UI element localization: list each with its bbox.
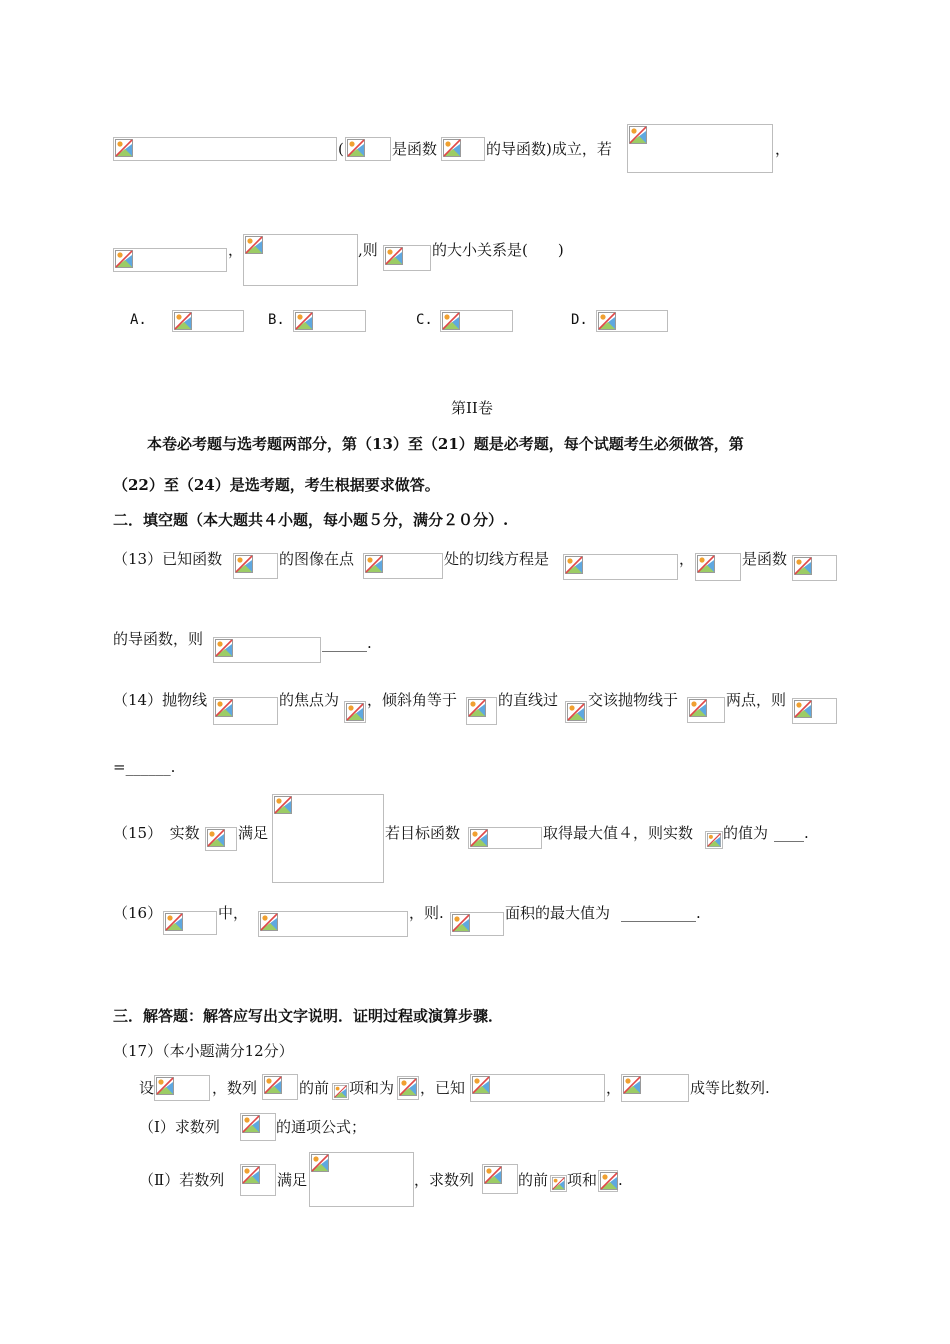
formula-image [262, 1074, 298, 1100]
text: 满足 [238, 824, 269, 842]
text: 的值为 [723, 824, 769, 842]
broken-image-icon [365, 555, 383, 573]
formula-image [233, 553, 278, 579]
text: （Ⅰ）求数列 [139, 1118, 220, 1136]
formula-image [470, 1074, 605, 1102]
formula-image [332, 1083, 349, 1100]
broken-image-icon [115, 139, 133, 157]
formula-image [687, 697, 725, 723]
formula-image [565, 701, 587, 723]
broken-image-icon [794, 700, 812, 718]
text: ______. [322, 634, 372, 652]
formula-image [113, 248, 227, 272]
broken-image-icon [707, 833, 721, 847]
text: ， [606, 1079, 622, 1097]
text: 交该抛物线于 [588, 691, 679, 709]
text: 若目标函数 [385, 824, 461, 842]
broken-image-icon [385, 247, 403, 265]
broken-image-icon [442, 312, 460, 330]
text: 的导函数)成立，若 [486, 140, 612, 158]
formula-image [258, 911, 408, 937]
broken-image-icon [552, 1177, 565, 1190]
broken-image-icon [399, 1078, 417, 1096]
formula-image [154, 1075, 210, 1101]
broken-image-icon [274, 796, 292, 814]
broken-image-icon [242, 1166, 260, 1184]
text: 设 [139, 1079, 155, 1097]
broken-image-icon [565, 556, 583, 574]
broken-image-icon [452, 914, 470, 932]
formula-image [466, 697, 497, 725]
text: 的通项公式； [276, 1118, 367, 1136]
broken-image-icon [215, 639, 233, 657]
text: 是函数 [742, 550, 788, 568]
formula-image [344, 701, 366, 723]
formula-image [705, 831, 723, 849]
option-b-image [293, 310, 366, 332]
formula-image [113, 137, 337, 161]
text: ( [338, 140, 344, 158]
text: （16） [113, 904, 163, 922]
text: ，已知 [420, 1079, 466, 1097]
formula-image [383, 245, 431, 271]
broken-image-icon [468, 699, 486, 717]
broken-image-icon [689, 699, 707, 717]
broken-image-icon [794, 557, 812, 575]
text: 的图像在点 [279, 550, 355, 568]
text: 是函数 [392, 140, 438, 158]
part-intro-line1: 本卷必考题与选考题两部分，第（13）至（21）题是必考题，每个试题考生必须做答，第 [147, 435, 744, 453]
broken-image-icon [295, 312, 313, 330]
text: 项和 [567, 1171, 598, 1189]
broken-image-icon [470, 829, 488, 847]
broken-image-icon [245, 236, 263, 254]
option-b-label: B. [268, 312, 285, 328]
text: 的前 [299, 1079, 330, 1097]
broken-image-icon [264, 1076, 282, 1094]
text: ，则. [409, 904, 444, 922]
text: 的导函数，则 [113, 630, 204, 648]
broken-image-icon [629, 126, 647, 144]
formula-image [240, 1113, 276, 1141]
broken-image-icon [207, 829, 225, 847]
broken-image-icon [346, 703, 364, 721]
formula-image [450, 912, 504, 936]
text: 的前 [518, 1171, 549, 1189]
text: 的直线过 [498, 691, 559, 709]
text: 取得最大值４，则实数 [543, 824, 694, 842]
text: =______. [113, 758, 176, 776]
section-heading: 二．填空题（本大题共４小题，每小题５分，满分２０分）. [113, 511, 509, 529]
formula-image [345, 137, 391, 161]
formula-image [468, 827, 542, 849]
broken-image-icon [334, 1085, 347, 1098]
text: （14）抛物线 [113, 691, 208, 709]
text: （15） 实数 [113, 824, 200, 842]
formula-image [213, 637, 321, 663]
text: （Ⅱ）若数列 [139, 1171, 225, 1189]
formula-image [792, 555, 837, 581]
option-c-label: C. [416, 312, 433, 328]
broken-image-icon [697, 555, 715, 573]
formula-image [598, 1170, 618, 1192]
text: 面积的最大值为 [505, 904, 611, 922]
text: ， [228, 241, 244, 259]
broken-image-icon [165, 913, 183, 931]
broken-image-icon [242, 1115, 260, 1133]
broken-image-icon [215, 699, 233, 717]
broken-image-icon [311, 1154, 329, 1172]
formula-image [482, 1164, 518, 1194]
formula-image [397, 1076, 419, 1100]
formula-image [792, 698, 837, 724]
broken-image-icon [472, 1076, 490, 1094]
text: 满足 [277, 1171, 308, 1189]
option-c-image [440, 310, 513, 332]
formula-image [695, 553, 741, 581]
broken-image-icon [567, 703, 585, 721]
option-d-label: D. [571, 312, 588, 328]
option-a-label: A. [130, 312, 147, 328]
text: ____. [774, 824, 809, 842]
text: ,则 [358, 241, 378, 259]
broken-image-icon [347, 139, 365, 157]
formula-image [272, 794, 384, 883]
broken-image-icon [235, 555, 253, 573]
formula-image [550, 1175, 567, 1192]
formula-image [441, 137, 485, 161]
option-a-image [172, 310, 244, 332]
broken-image-icon [598, 312, 616, 330]
broken-image-icon [156, 1077, 174, 1095]
formula-image [205, 827, 237, 851]
formula-image [213, 697, 278, 725]
text: ， [679, 550, 695, 568]
formula-image [621, 1074, 689, 1102]
text: 项和为 [349, 1079, 395, 1097]
text: 两点，则 [726, 691, 787, 709]
text: ，数列 [212, 1079, 258, 1097]
text: （13）已知函数 [113, 550, 223, 568]
formula-image [243, 234, 358, 286]
formula-image [309, 1152, 414, 1207]
text: 的大小关系是( ) [432, 241, 564, 259]
formula-image [563, 554, 678, 580]
broken-image-icon [600, 1172, 618, 1190]
text: ， [775, 140, 791, 158]
text: ，倾斜角等于 [367, 691, 458, 709]
option-d-image [596, 310, 668, 332]
text: 中， [218, 904, 249, 922]
text: __________. [621, 904, 701, 922]
question-header: （17）（本小题满分12分） [113, 1042, 294, 1060]
section-heading: 三．解答题：解答应写出文字说明．证明过程或演算步骤． [113, 1007, 504, 1025]
formula-image [163, 911, 217, 935]
text: . [618, 1171, 623, 1189]
broken-image-icon [115, 250, 133, 268]
part-intro-line2: （22）至（24）是选考题，考生根据要求做答。 [113, 476, 440, 494]
part-title: 第II卷 [451, 399, 493, 417]
broken-image-icon [260, 913, 278, 931]
text: ，求数列 [414, 1171, 475, 1189]
text: 处的切线方程是 [444, 550, 550, 568]
broken-image-icon [484, 1166, 502, 1184]
broken-image-icon [623, 1076, 641, 1094]
formula-image [240, 1164, 276, 1196]
broken-image-icon [174, 312, 192, 330]
broken-image-icon [443, 139, 461, 157]
formula-image [363, 553, 443, 579]
text: 的焦点为 [279, 691, 340, 709]
text: 成等比数列. [690, 1079, 770, 1097]
formula-image [627, 124, 773, 173]
